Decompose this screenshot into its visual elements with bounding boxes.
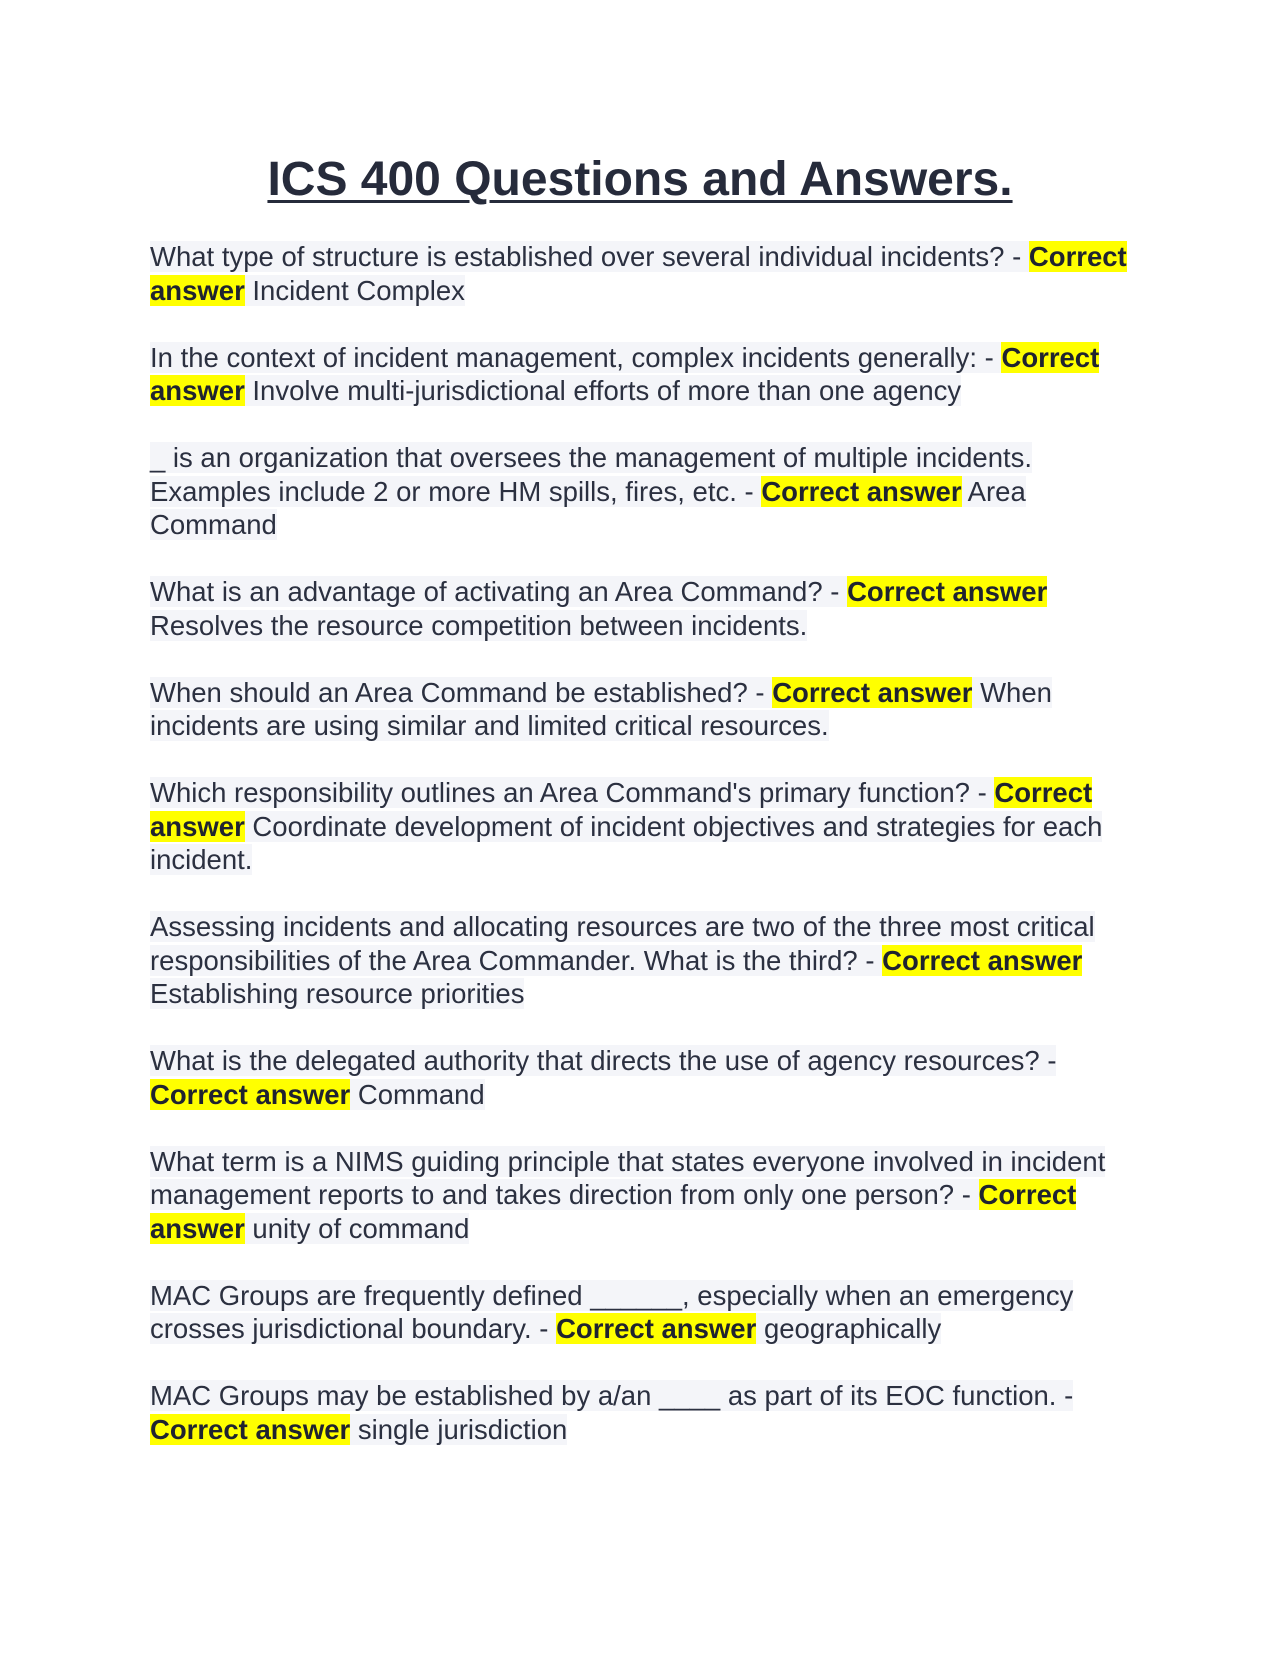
- answer-text: unity of command: [252, 1212, 470, 1244]
- correct-answer-label: Correct answer: [761, 475, 962, 507]
- question-text: MAC Groups are frequently defined ______, especially when an emergency crosses jurisdictional boundary. -: [150, 1279, 1074, 1344]
- qa-item: [150, 341, 1135, 408]
- question-text: What is the delegated authority that directs the use of agency resources? -: [150, 1045, 1057, 1076]
- qa-item: [150, 575, 1135, 642]
- question-text: Assessing incidents and allocating resources are two of the three most critical responsibilities of the Area Commander. What is the third? -: [150, 911, 1095, 976]
- question-text: What is an advantage of activating an Area Command? -: [150, 576, 840, 607]
- document-title: ICS 400 Questions and Answers.: [267, 153, 1013, 206]
- question-text: What term is a NIMS guiding principle that states everyone involved in incident management reports to and takes direction from only one person? -: [150, 1145, 1106, 1210]
- answer-text: Establishing resource priorities: [150, 978, 525, 1009]
- correct-answer-label: Correct answer: [150, 777, 1093, 842]
- qa-item: [150, 441, 1135, 542]
- answer-text: Involve multi-jurisdictional efforts of more than one agency: [252, 375, 962, 406]
- qa-item: [150, 1279, 1135, 1346]
- qa-item: [150, 1379, 1135, 1446]
- question-text: When should an Area Command be established? -: [150, 676, 765, 708]
- qa-item: [150, 776, 1135, 877]
- answer-text: Resolves the resource competition between incidents.: [150, 609, 808, 641]
- correct-answer-label: Correct answer: [150, 1413, 351, 1445]
- correct-answer-label: Correct answer: [150, 241, 1127, 306]
- answer-text: When incidents are using similar and limited critical resources.: [150, 676, 1052, 741]
- question-text: _ is an organization that oversees the management of multiple incidents. Examples include 2 or more HM spills, fires, etc. -: [150, 442, 1033, 507]
- qa-item: [150, 240, 1135, 307]
- qa-item: [150, 910, 1135, 1011]
- answer-text: Incident Complex: [252, 274, 465, 306]
- correct-answer-label: Correct answer: [772, 676, 973, 708]
- correct-answer-label: Correct answer: [150, 341, 1100, 406]
- qa-item: [150, 676, 1135, 743]
- answer-text: Command: [357, 1078, 485, 1110]
- answer-text: single jurisdiction: [357, 1413, 568, 1445]
- qa-item: [150, 1044, 1135, 1111]
- correct-answer-label: Correct answer: [150, 1078, 351, 1110]
- answer-text: geographically: [763, 1313, 942, 1344]
- correct-answer-label: Correct answer: [847, 576, 1048, 607]
- question-text: Which responsibility outlines an Area Command's primary function? -: [150, 777, 987, 808]
- answer-text: Area Command: [150, 475, 1026, 540]
- question-text: In the context of incident management, complex incidents generally: -: [150, 341, 994, 373]
- correct-answer-label: Correct answer: [556, 1313, 757, 1344]
- question-text: What type of structure is established over several individual incidents? -: [150, 241, 1022, 272]
- answer-text: Coordinate development of incident objectives and strategies for each incident.: [150, 810, 1103, 875]
- qa-list: [150, 240, 1135, 1480]
- correct-answer-label: Correct answer: [150, 1179, 1077, 1244]
- qa-item: [150, 1145, 1135, 1246]
- question-text: MAC Groups may be established by a/an ____ as part of its EOC function. -: [150, 1380, 1074, 1411]
- correct-answer-label: Correct answer: [882, 944, 1083, 976]
